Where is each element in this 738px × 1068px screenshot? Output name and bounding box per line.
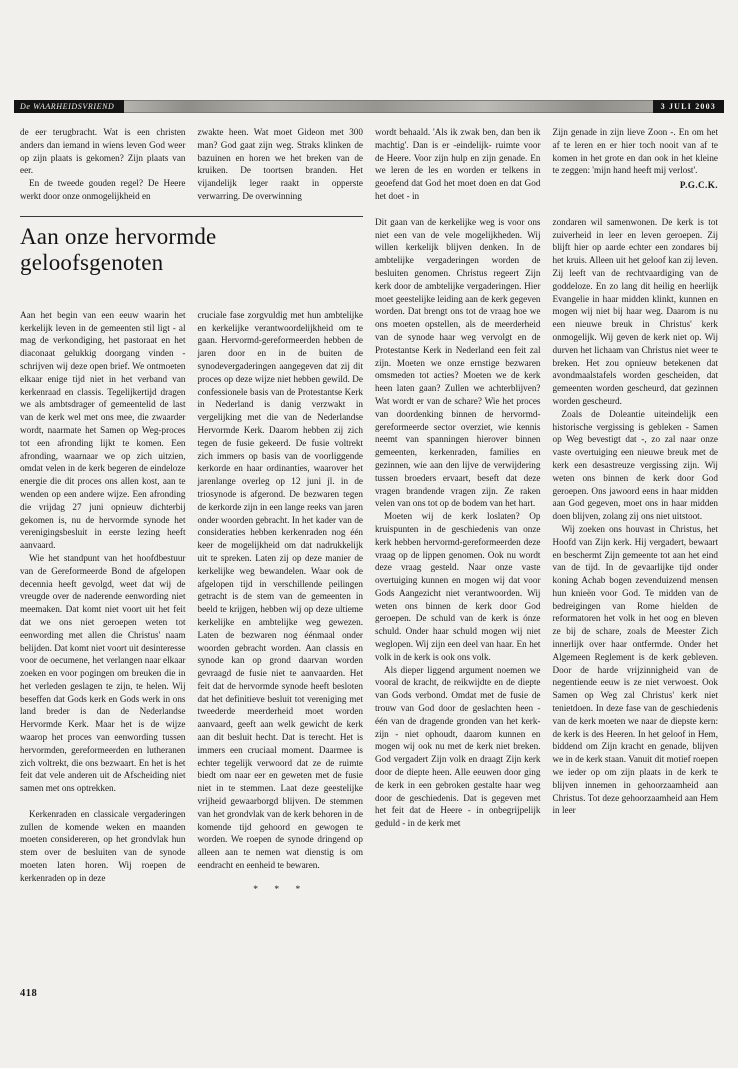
paragraph: Dit gaan van de kerkelijke weg is voor ons niet een van de vele mogelijkheden. Wij willen kerkelijk blijven denken. In de ambtelijke vergaderingen worden de besluiten genomen. Christus regeert Zijn kerk door de ambtelijke vergaderingen. Hier moet geestelijke leiding aan de kerk gegeven worden. Dat brengt ons tot de vraag hoe we ons moeten opstellen, als de meerderheid van de synode haar weg vervolgt en de Protestantse Kerk in Nederland een feit zal zijn. Moeten we onze ernstige bezwaren omsmeden tot acties? Moeten we de kerk heen laten gaan? Zullen we achterblijven? Wat wordt er van de schare? Wie het proces van doordenking binnen de hervormd-gereformeerde sector overziet, wie kennis neemt van spanningen hierover binnen gemeenten, kerkenraden, families en gezinnen, wie aan den lijve de verwijdering tussen broeders ervaart, beseft dat deze vragen brandende vragen zijn. Ze raken velen van ons tot op de bodem van het hart. [375, 216, 541, 509]
article-column-1 [20, 309, 186, 897]
main-article-left-columns [20, 309, 363, 897]
top-article-column-4 [553, 126, 719, 203]
author-initials: P.G.C.K. [679, 180, 718, 191]
paragraph: Zijn genade in zijn lieve Zoon -. En om het af te leren en er hier toch nooit van af te komen in het grote en dan ook in het kleine te zeggen: 'mijn hand heeft mij verlost'. [552, 127, 718, 176]
paragraph: Zoals de Doleantie uiteindelijk een historische vergissing is gebleken - Samen op Weg bevestigt dat -, zo zal naar onze vaste overtuiging een nieuwe breuk met de kerk een desastreuze vergissing zijn. Wij weten ons binnen de kerk door God geroepen. Ons jawoord eens in haar midden aan God gegeven, moet ons in haar midden doen blijven, zolang zij ons niet uitstoot. [552, 408, 718, 522]
article-column-4 [553, 216, 719, 897]
top-article-column-1 [20, 126, 186, 203]
article-column-3 [375, 216, 541, 897]
masthead-rule [124, 100, 652, 113]
article-column-2 [198, 309, 364, 897]
top-article-column-4-text [553, 126, 719, 177]
paragraph: En de tweede gouden regel? De Heere werkt door onze onmogelijkheid en [20, 178, 186, 201]
main-article-left [20, 216, 363, 897]
paragraph: Wij zoeken ons houvast in Christus, het Hoofd van Zijn kerk. Hij vergadert, bewaart en beschermt Zijn gemeente tot aan het eind van de tijd. In de gevaarlijke tijd onder koning Achab bogen zevenduizend mensen hun knieën voor God. Te midden van de bedreigingen van Rome hielden de reformatoren het volk in het oog en bleven ze bij de schare, zoals de Meester Zich innerlijk over haar ontfermde. Onder het Algemeen Reglement is de kerk gebleven. Door de harde vrijzinnigheid van de negentiende eeuw is ze niet verwoest. Ook Samen op Weg zal Christus' kerk niet tenietdoen. In deze fase van de geschiedenis van de kerk moeten we naar de diepste kern: de kerk is des Heeren. In het geloof in Hem, biddend om Zijn kracht en genade, blijven we in de kerk staan. Vanuit dit motief roepen we ieder op om zijn plaats in de kerk te blijven innemen in gehoorzaamheid aan Christus. Tot deze gehoorzaamheid aan Hem in leer [552, 523, 718, 816]
top-article [20, 126, 718, 203]
headline-block [20, 216, 363, 276]
main-article [20, 216, 718, 897]
paragraph: Moeten wij de kerk loslaten? Op kruispunten in de geschiedenis van onze kerk hebben hervormd-gereformeerden deze vraag op de lippen genomen. Ook nu wordt deze vraag gesteld. Naar onze vaste overtuiging kunnen en mogen wij dat voor Gods Aangezicht niet verantwoorden. Wij weten ons binnen de kerk door God geroepen. De schuld van de kerk is ónze schuld. Onder haar schuld mogen wij niet weglopen. Wij zijn een deel van haar. En het volk in de kerk is ook ons volk. [375, 511, 541, 662]
section-separator-stars: * * * [253, 884, 308, 895]
masthead [14, 100, 724, 113]
masthead-date: 3 JULI 2003 [653, 100, 724, 113]
paragraph: Als dieper liggend argument noemen we vooral de kracht, de reikwijdte en de diepte van Gods verbond. Omdat met de fusie de trouw van God door de geslachten heen - één van de dragende gronden van het kerk-zijn - niet ophoudt, daarom kunnen en mogen wij ook nu met de kerk niet breken. God vergadert Zijn volk en draagt Zijn kerk door de diepte heen. Alle eeuwen door ging de kerk in een gebroken gestalte haar weg door de geschiedenis. Dat is gegeven met het feit dat de Heere - in onbegrijpelijk geduld - in de kerk met [375, 664, 541, 829]
page-number: 418 [20, 988, 38, 999]
masthead-title: De WAARHEIDSVRIEND [14, 100, 124, 113]
paragraph: wordt behaald. 'Als ik zwak ben, dan ben ik machtig'. Dan is er -eindelijk- ruimte voor de Heere. Voor zijn hulp en zijn genade. En we leren de les en worden er telkens in geoefend dat God het moet doen en dat God het doet - in [375, 127, 541, 201]
paragraph [20, 795, 186, 808]
paragraph: Wie het standpunt van het hoofdbestuur van de Gereformeerde Bond de afgelopen decennia heeft gevolgd, weet dat wij de vreugde over de naderende eenwording niet meemaken. Dat komt niet voort uit het feit dat we ons niet geroepen weten tot eenwording met allen die Christus' naam belijden. Dat komt niet voort uit desinteresse voor de oecumene, het verlangen naar elkaar zoeken en voor pogingen om breuken die in het verleden geslagen te zijn, te helen. Wij beseffen dat Gods kerk en Gods werk in ons land breder is dan de Nederlandse Hervormde Kerk. Maar het is de wijze waarop het proces van eenwording tussen hervormden, gereformeerden en lutheranen zich voltrekt, die ons bezwaart. En het is het feit dat vele anderen uit de Afscheiding niet samen met ons optrekken. [20, 552, 186, 794]
top-article-column-2 [198, 126, 364, 203]
article-column-2-text [198, 309, 364, 872]
page-content [20, 126, 718, 897]
paragraph: Aan het begin van een eeuw waarin het kerkelijk leven in de gemeenten stil ligt - al mag de verkondiging, het pastoraat en het diaconaat gelukkig doorgang vinden - schrijven wij deze open brief. We ontmoeten elkaar enige tijd niet in het verband van kerkenraad en classis. Tegelijkertijd dragen we als ambtsdrager of gemeentelid de last van de kerk wel met ons mee, die zwaarder wordt, naarmate het Samen op Weg-proces tot een afronding lijkt te komen. Een afronding, waarnaar we op zich uitzien, omdat velen in de kerk begeren de eindeloze energie die dit proces ons allen kost, aan te wenden op een andere wijze. Een afronding die vrijdag 27 juni opnieuw dichterbij gekomen is, nu de hervormde synode het verenigingsbesluit in eerste lezing heeft aanvaard. [20, 309, 186, 551]
article-headline: Aan onze hervormde geloofsgenoten [20, 223, 217, 275]
paragraph: zondaren wil samenwonen. De kerk is tot zuiverheid in leer en leven geroepen. Zij blijft hier op aarde echter een zondares bij het kruis. Alleen uit het geloof kan zij leven. Zij leeft van de rechtvaardiging van de goddeloze. En zo lang dit heilig en heerlijk Evangelie in haar midden klinkt, kunnen en mogen wij niet bij haar weg. Daarom is nu een nieuwe breuk in Christus' kerk onmogelijk. Wij geven de kerk niet op. Wij durven het lichaam van Christus niet weer te breken. Het zou opnieuw betekenen dat avondmaalstafels worden gescheiden, dat gemeenten worden gescheurd, dat gezinnen worden gescheurd. [552, 216, 718, 406]
paragraph: de eer terugbracht. Wat is een christen anders dan iemand in wiens leven God weer op zijn plaats is gekomen? Zijn plaats van eer. [20, 127, 186, 176]
paragraph: Kerkenraden en classicale vergaderingen zullen de komende weken en maanden moeten considereren, op het grondvlak hun stem over de besluiten van de synode moeten laten horen. Wij roepen de kerkenraden op in deze [20, 808, 186, 883]
paragraph: cruciale fase zorgvuldig met hun ambtelijke en kerkelijke verantwoordelijkheid om te gaan. Hervormd-gereformeerden hebben de jaren door en in de buiten de synodevergaderingen aangegeven dat zij dit proces op deze wijze niet hebben gewild. De confessionele basis van de Protestantse Kerk in Nederland is danig verzwakt in vergelijking met die van de Nederlandse Hervormde Kerk. Daarom hebben zij zich tegen de fusie gekeerd. De fusie voltrekt zich immers op basis van de voorliggende kerkorde en haar ordinanties, waarover het jarenlange overleg op 12 juni jl. in de triosynode is afgerond. De bezwaren tegen de kerkorde zijn in een lange reeks van jaren onder woorden gebracht. In het kader van de consideraties hebben kerkenraden nog één keer de mogelijkheid om dat nadrukkelijk uit te spreken. Laten zij op deze manier de kerkelijke weg bewandelen. Waar ook de afgelopen tijd in verschillende peilingen getracht is de stem van de gemeenten in beeld te krijgen, hebben wij op deze ultieme kerkelijke en ambtelijke weg gewezen. Laten de bezwaren nog éénmaal onder woorden gebracht worden. Aan classis en synode kan op grond daarvan worden gevraagd de fusie niet te aanvaarden. Het feit dat de hervormde synode heeft besloten dat het definitieve besluit tot vereniging met tweederde meerderheid moet worden aanvaard, geeft aan welk gewicht de kerk aan dit besluit hecht. Dat is terecht. Het is immers een cruciaal moment. Daarmee is echter tegelijk verwoord dat ze de ruimte biedt om naar eer en geweten met de fusie niet in te stemmen. Laat deze geestelijke vrijheid gewaarborgd blijven. De stemmen van het grondvlak van de kerk behoren in de komende tijd gehoord en gewogen te worden. We roepen de synode dringend op alleen aan te nemen wat dienstig is om eendracht en eenheid te bewaren. [197, 309, 363, 871]
paragraph: zwakte heen. Wat moet Gideon met 300 man? God gaat zijn weg. Straks klinken de bazuinen en horen we het breken van de kruiken. De toortsen branden. Het vijandelijk leger raakt in opperste verwarring. De overwinning [197, 127, 363, 201]
top-article-column-3 [375, 126, 541, 203]
